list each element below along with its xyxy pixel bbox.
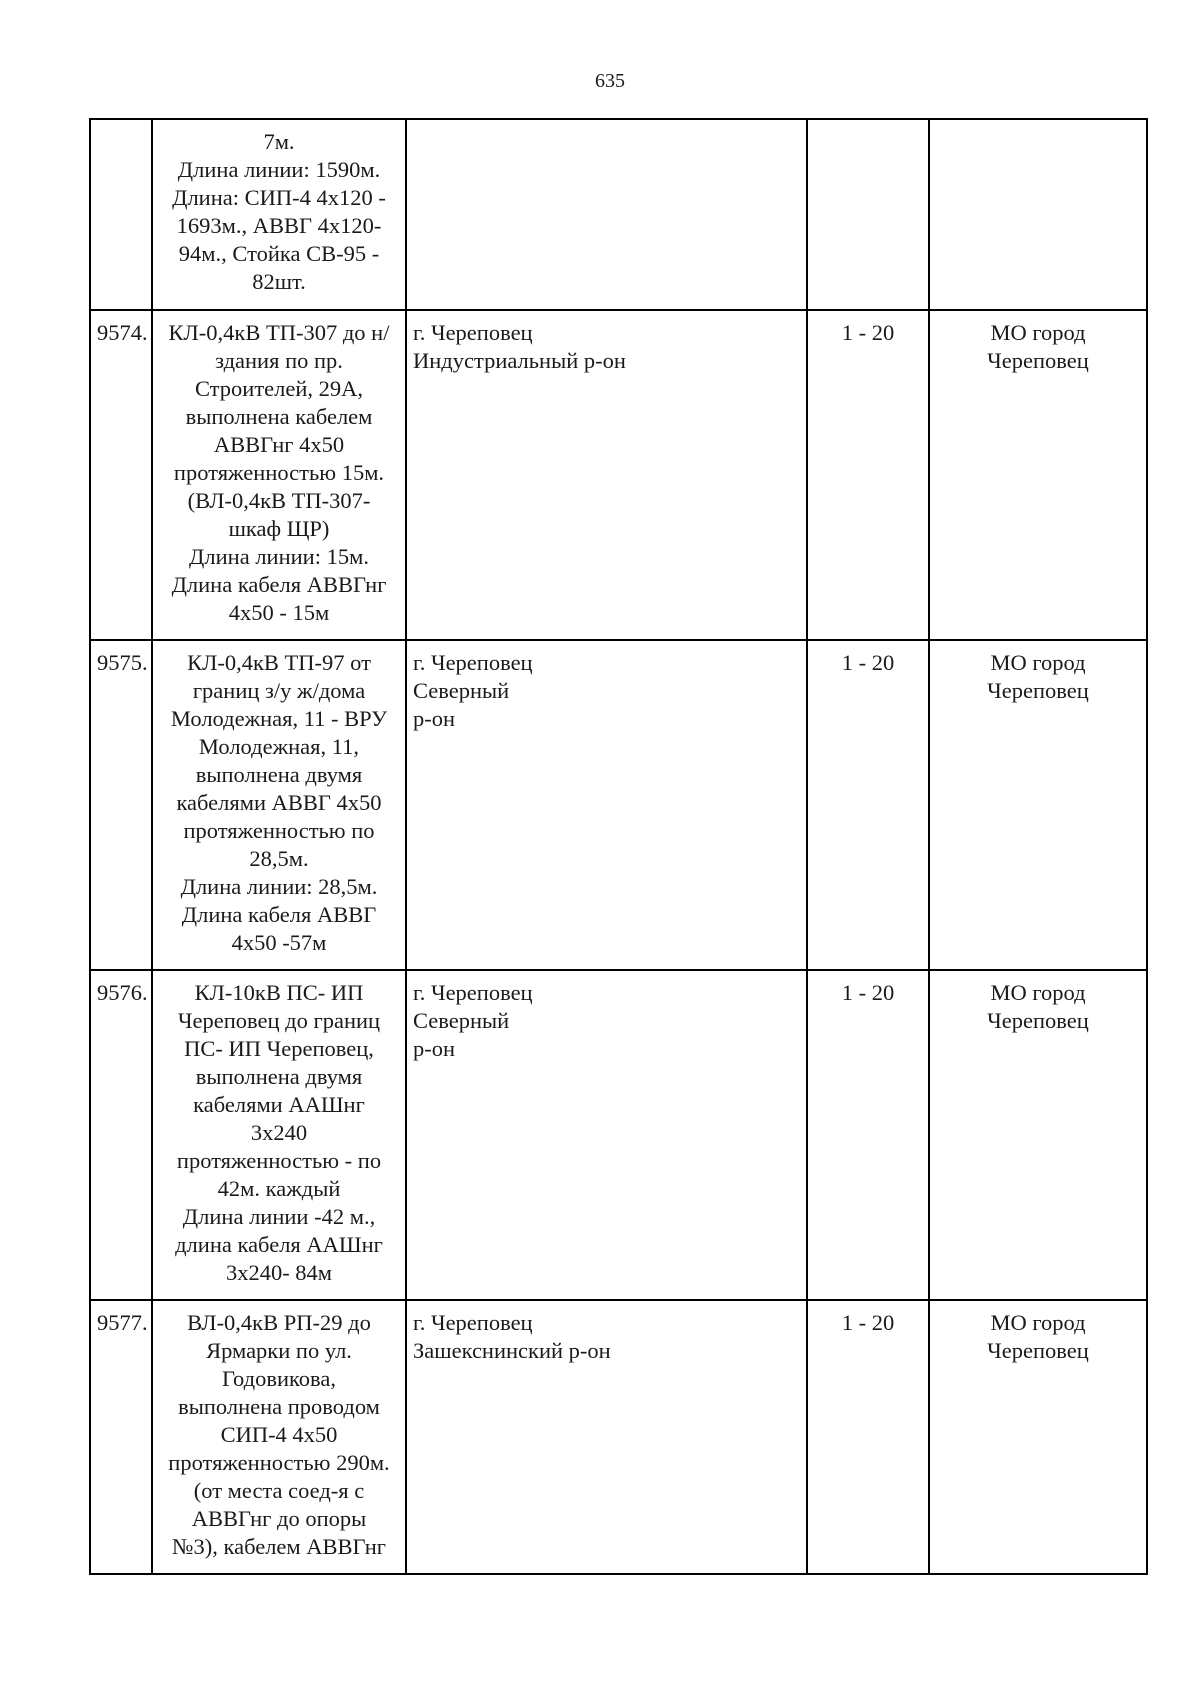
description-line: 1693м., АВВГ 4х120- [176, 213, 382, 238]
table-row [90, 310, 1147, 640]
owner-line: МО город [990, 980, 1086, 1005]
description-line: 4х50 - 15м [228, 600, 330, 625]
description-line: 42м. каждый [217, 1176, 341, 1201]
address-line: р-он [413, 1036, 456, 1061]
description-line: выполнена двумя [195, 1064, 363, 1089]
period-cell [807, 119, 929, 310]
description-line: 3х240- 84м [225, 1260, 333, 1285]
description-line: Строителей, 29А, [194, 376, 364, 401]
description-line: 4х50 -57м [231, 930, 327, 955]
address-cell [406, 310, 807, 640]
description-line: КЛ-0,4кВ ТП-97 от [187, 650, 371, 675]
period-cell: 1 - 20 [807, 310, 929, 640]
record-number-cell [90, 119, 152, 310]
address-line: г. Череповец [413, 650, 533, 675]
address-line: Индустриальный р-он [413, 348, 626, 373]
description-cell [152, 310, 406, 640]
period-cell: 1 - 20 [807, 1300, 929, 1574]
record-number-cell: 9577. [90, 1300, 152, 1574]
owner-line: Череповец [987, 348, 1089, 373]
description-line: АВВГнг 4х50 [213, 432, 345, 457]
description-line: выполнена проводом [178, 1394, 380, 1419]
description-line: протяженностью 290м. [168, 1450, 390, 1475]
description-line: выполнена кабелем [185, 404, 373, 429]
owner-line: Череповец [987, 678, 1089, 703]
address-cell [406, 640, 807, 970]
description-line: 94м., Стойка СВ-95 - [178, 241, 380, 266]
description-line: протяженностью 15м. [173, 460, 385, 485]
description-line: кабелями АВВГ 4х50 [176, 790, 382, 815]
description-line: выполнена двумя [195, 762, 363, 787]
description-line: 82шт. [252, 269, 306, 294]
description-line: АВВГнг до опоры [191, 1506, 367, 1531]
table-row [90, 640, 1147, 970]
owner-cell [929, 640, 1147, 970]
table-row [90, 970, 1147, 1300]
registry-table [89, 118, 1148, 1575]
description-line: шкаф ЩР) [228, 516, 330, 541]
address-cell [406, 119, 807, 310]
address-line: Зашекснинский р-он [413, 1338, 611, 1363]
description-line: Длина линии: 1590м. [177, 157, 381, 182]
description-line: КЛ-10кВ ПС- ИП [194, 980, 364, 1005]
description-line: Длина линии: 15м. [189, 544, 369, 569]
description-line: Ярмарки по ул. [206, 1338, 352, 1363]
description-line: ВЛ-0,4кВ РП-29 до [187, 1310, 371, 1335]
owner-line: Череповец [987, 1008, 1089, 1033]
description-cell [152, 970, 406, 1300]
record-number-cell: 9576. [90, 970, 152, 1300]
description-line: Длина кабеля АВВГ [181, 902, 377, 927]
description-line: Молодежная, 11, [198, 734, 360, 759]
address-cell [406, 970, 807, 1300]
description-line: 28,5м. [249, 846, 309, 871]
description-line: протяженностью - по [176, 1148, 382, 1173]
description-line: протяженностью по [183, 818, 375, 843]
description-line: КЛ-0,4кВ ТП-307 до н/ [168, 320, 390, 345]
address-line: г. Череповец [413, 1310, 533, 1335]
description-line: 3х240 [250, 1120, 308, 1145]
owner-cell [929, 119, 1147, 310]
description-line: Длина линии: 28,5м. [180, 874, 378, 899]
description-line: Череповец до границ [177, 1008, 381, 1033]
address-line: Северный [413, 1008, 510, 1033]
description-line: СИП-4 4х50 [220, 1422, 338, 1447]
description-line: 7м. [263, 129, 295, 154]
description-line: (от места соед-я с [193, 1478, 365, 1503]
description-cell [152, 1300, 406, 1574]
description-line: Годовикова, [222, 1366, 336, 1391]
description-line: №3), кабелем АВВГнг [172, 1534, 386, 1559]
period-cell: 1 - 20 [807, 640, 929, 970]
address-line: р-он [413, 706, 456, 731]
owner-line: Череповец [987, 1338, 1089, 1363]
record-number-cell: 9575. [90, 640, 152, 970]
owner-line: МО город [990, 320, 1086, 345]
period-cell: 1 - 20 [807, 970, 929, 1300]
description-line: длина кабеля ААШнг [175, 1232, 383, 1257]
description-cell [152, 119, 406, 310]
description-cell [152, 640, 406, 970]
owner-cell [929, 310, 1147, 640]
description-line: здания по пр. [215, 348, 343, 373]
description-line: границ з/у ж/дома [192, 678, 366, 703]
description-line: Длина: СИП-4 4х120 - [172, 185, 386, 210]
description-line: ПС- ИП Череповец, [184, 1036, 374, 1061]
address-line: г. Череповец [413, 980, 533, 1005]
page-number: 635 [595, 70, 625, 92]
address-cell [406, 1300, 807, 1574]
record-number-cell: 9574. [90, 310, 152, 640]
description-line: Длина кабеля АВВГнг [171, 572, 387, 597]
description-line: кабелями ААШнг [193, 1092, 365, 1117]
table-row [90, 1300, 1147, 1574]
owner-line: МО город [990, 650, 1086, 675]
address-line: Северный [413, 678, 510, 703]
table-row [90, 119, 1147, 310]
description-line: Длина линии -42 м., [182, 1204, 376, 1229]
owner-cell [929, 1300, 1147, 1574]
description-line: Молодежная, 11 - ВРУ [170, 706, 388, 731]
owner-line: МО город [990, 1310, 1086, 1335]
address-line: г. Череповец [413, 320, 533, 345]
description-line: (ВЛ-0,4кВ ТП-307- [187, 488, 371, 513]
registry-table-body [90, 119, 1147, 1574]
owner-cell [929, 970, 1147, 1300]
